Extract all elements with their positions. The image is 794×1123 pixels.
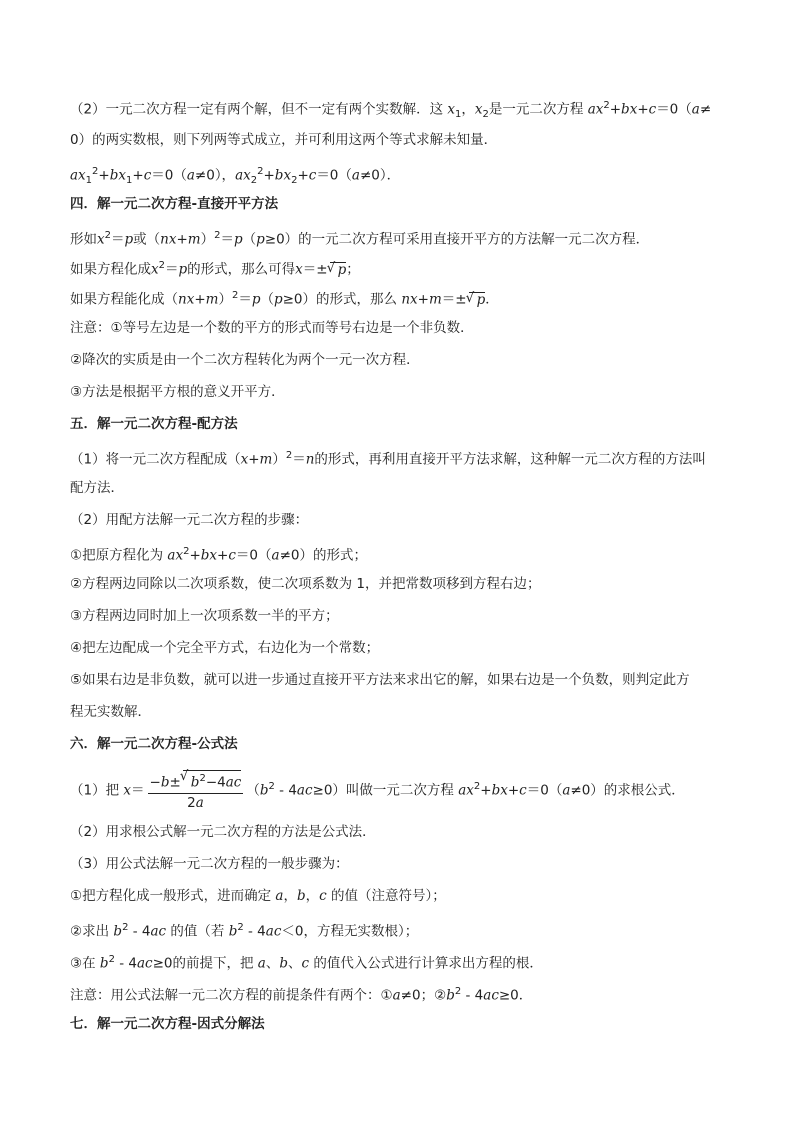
text-line: ⑤如果右边是非负数，就可以进一步通过直接开平方法来求出它的解，如果右边是一个负数，则判定此方 [70,672,690,688]
text-line: ①把方程化成一般形式，进而确定 a，b，c 的值（注意符号）； [70,888,446,904]
text-line: 注意：用公式法解一元二次方程的前提条件有两个：①a≠0；$②b^2 - 4ac\ge 0$． [70,986,533,1004]
text-line: ①把原方程化为 $ax^2+bx+c=0(a\ne 0)$的形式； [70,546,367,564]
text-line: 0）的两实数根，则下列两等式成立，并可利用这两个等式求解未知量． [70,132,498,148]
text-line: ②求出 $b^2 - 4ac$ 的值（若 $b^2 - 4ac<0$，方程无实数根）； [70,922,419,940]
text-line: ③在 $b^2 - 4ac\ge 0$的前提下，把 a、b、c 的值代入公式进行计算求出方程的根． [70,954,543,972]
text-line: 如果方程能化成$(nx+m)^2=p(p\ge 0)$的形式，那么 nx+m＝±√ p． [70,286,499,310]
text-line: 程无实数解． [70,704,151,720]
text-line: 注意：①等号左边是一个数的平方的形式而等号右边是一个非负数． [70,320,474,336]
section-heading: 四．解一元二次方程-直接开平方法 [70,196,279,212]
section-heading: 七．解一元二次方程-因式分解法 [70,1016,265,1032]
text-line: （2）用配方法解一元二次方程的步骤： [70,512,309,528]
text-line: ②降次的实质是由一个二次方程转化为两个一元一次方程． [70,352,420,368]
text-line: 形如$x^2=p$或$(nx+m)^2=p(p\ge 0)$的一元二次方程可采用直接开平方的方法解一元二次方程． [70,230,650,248]
text-line: （2）用求根公式解一元二次方程的方法是公式法． [70,824,376,840]
text-line: （3）用公式法解一元二次方程的一般步骤为： [70,856,349,872]
formula-line: （1）把 x＝ $\frac{-b\pm√ b^2-4ac}{2a}$ $(b^2 - 4ac\ge 0)$叫做一元二次方程 $ax^2+bx+c=0(a\ne 0)$的求根公式． [70,768,685,811]
equation-line: $ax_1^2+bx_1+c=0(a\ne 0)$，$ax_2^2+bx_2+c=0(a\ne 0)$． [70,166,401,187]
text-line: ②方程两边同除以二次项系数，使二次项系数为 1，并把常数项移到方程右边； [70,576,541,592]
text-line: ③方法是根据平方根的意义开平方． [70,384,285,400]
text-line: （1）将一元二次方程配成$(x+m)^2=n$的形式，再利用直接开平方法求解，这种解一元二次方程的方法叫 [70,450,706,468]
text-line: 配方法． [70,480,124,496]
text-line: 如果方程化成$x^2=p$的形式，那么可得x＝±√ p； [70,256,360,280]
text-line: ③方程两边同时加上一次项系数一半的平方； [70,608,339,624]
text-line: ④把左边配成一个完全平方式，右边化为一个常数； [70,640,380,656]
section-heading: 五．解一元二次方程-配方法 [70,416,238,432]
section-heading: 六．解一元二次方程-公式法 [70,736,238,752]
text-line: （2）一元二次方程一定有两个解，但不一定有两个实数解．这 $x_1$，$x_2$是一元二次方程 $ax^2+bx+c=0(a\ne$ [70,100,712,121]
quadratic-formula: $\frac{-b\pm√ b^2-4ac}{2a}$ [148,770,244,812]
